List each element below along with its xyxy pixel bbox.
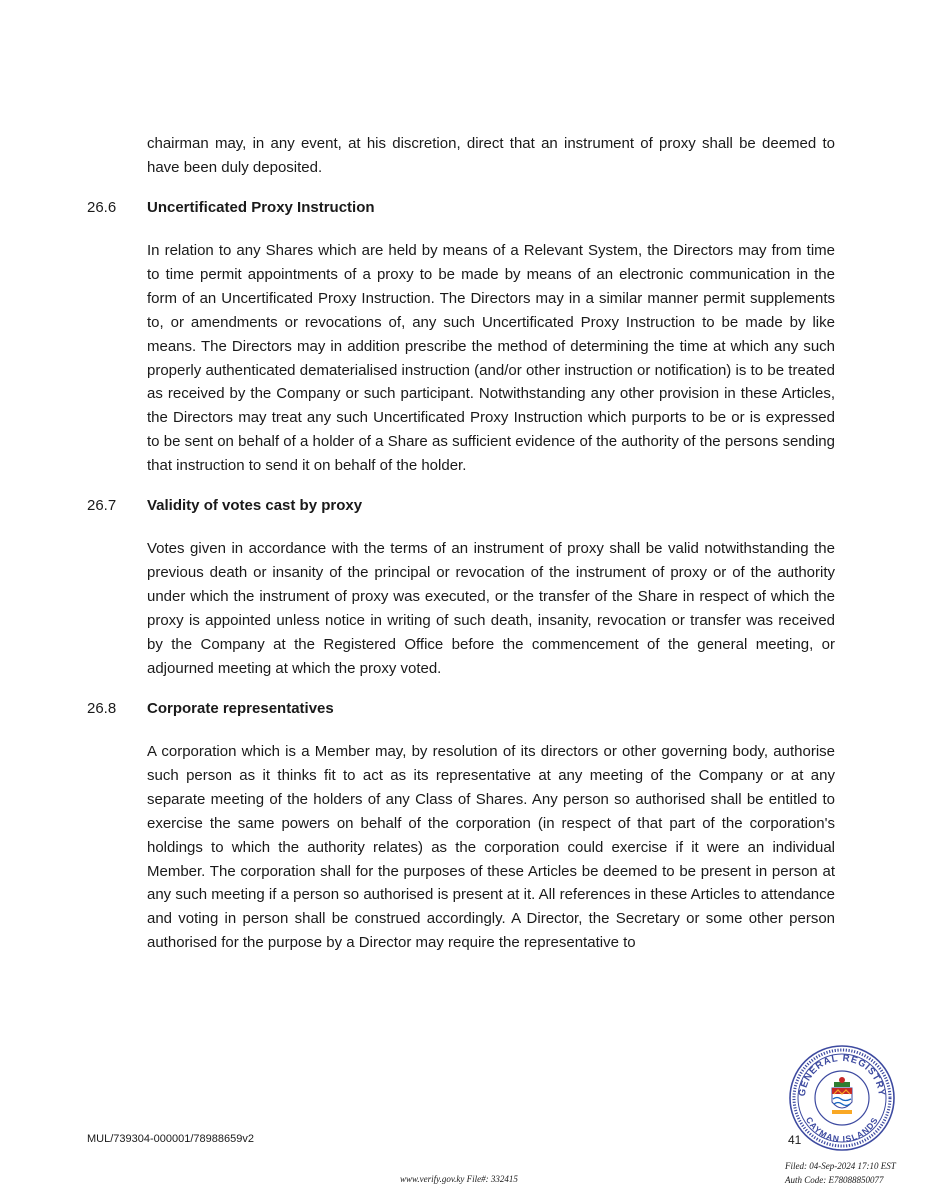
section-heading-26-6 (87, 198, 375, 218)
section-body-26-8: A corporation which is a Member may, by resolution of its directors or other governing body, authorise such person as it thinks fit to act as its representative at any meeting of the Company or at any separate meeting of the holders of any Class of Shares. Any person so authorised shall be entitled to exercise the same powers on behalf of the corporation (in respect of that part of the corporation's holdings to which the authority relates) as the corporation could exercise if it were an individual Member. The corporation shall for the purposes of these Articles be deemed to be present in person at any such meeting if a person so authorised is present at it. All references in these Articles to attendance and voting in person shall be construed accordingly. A Director, the Secretary or some other person authorised for the purpose by a Director may require the representative to (147, 743, 835, 952)
svg-text:GENERAL REGISTRY: GENERAL REGISTRY (796, 1052, 888, 1098)
section-body-26-7: Votes given in accordance with the terms of an instrument of proxy shall be valid notwithstanding the previous death or insanity of the principal or revocation of the instrument of proxy or of the authority under which the instrument of proxy was executed, or the transfer of the Share in respect of which the proxy is appointed unless notice in writing of such death, insanity, revocation or transfer was received by the Company at the Registered Office before the commencement of the general meeting, or adjourned meeting at which the proxy voted. (147, 540, 835, 677)
section-heading-26-7 (87, 496, 362, 516)
section-number: 26.8 (87, 700, 117, 717)
section-title: Uncertificated Proxy Instruction (147, 199, 375, 216)
auth-code: Auth Code: E78088850077 (785, 1175, 884, 1185)
filed-date: Filed: 04-Sep-2024 17:10 EST (785, 1161, 896, 1171)
document-reference: MUL/739304-000001/78988659v2 (87, 1133, 254, 1145)
filing-stamp (785, 1159, 896, 1187)
section-title: Validity of votes cast by proxy (147, 497, 363, 514)
section-number: 26.6 (87, 199, 117, 216)
section-number: 26.7 (87, 497, 117, 514)
continuation-paragraph: chairman may, in any event, at his discretion, direct that an instrument of proxy shall be deemed to have been duly deposited. (147, 135, 835, 176)
verify-link[interactable]: www.verify.gov.ky File#: 332415 (400, 1174, 518, 1184)
registry-seal-icon (788, 1044, 896, 1152)
section-heading-26-8 (87, 699, 334, 719)
svg-text:CAYMAN ISLANDS: CAYMAN ISLANDS (803, 1115, 881, 1145)
section-title: Corporate representatives (147, 700, 334, 717)
page-number: 41 (788, 1133, 802, 1147)
coat-of-arms-icon (832, 1077, 852, 1114)
section-body-26-6: In relation to any Shares which are held by means of a Relevant System, the Directors may from time to time permit appointments of a proxy to be made by means of an electronic communication in the form of an Uncertificated Proxy Instruction. The Directors may in a similar manner permit supplements to, or amendments or revocations of, any such Uncertificated Proxy Instruction to be made by like means. The Directors may in addition prescribe the method of determining the time at which any such properly authenticated dematerialised instruction (and/or other instruction or notification) is to be treated as received by the Company or such participant. Notwithstanding any other provision in these Articles, the Directors may treat any such Uncertificated Proxy Instruction which purports to be or is expressed to be sent on behalf of a holder of a Share as sufficient evidence of the authority of the persons sending that instruction to send it on behalf of the holder. (147, 242, 835, 475)
